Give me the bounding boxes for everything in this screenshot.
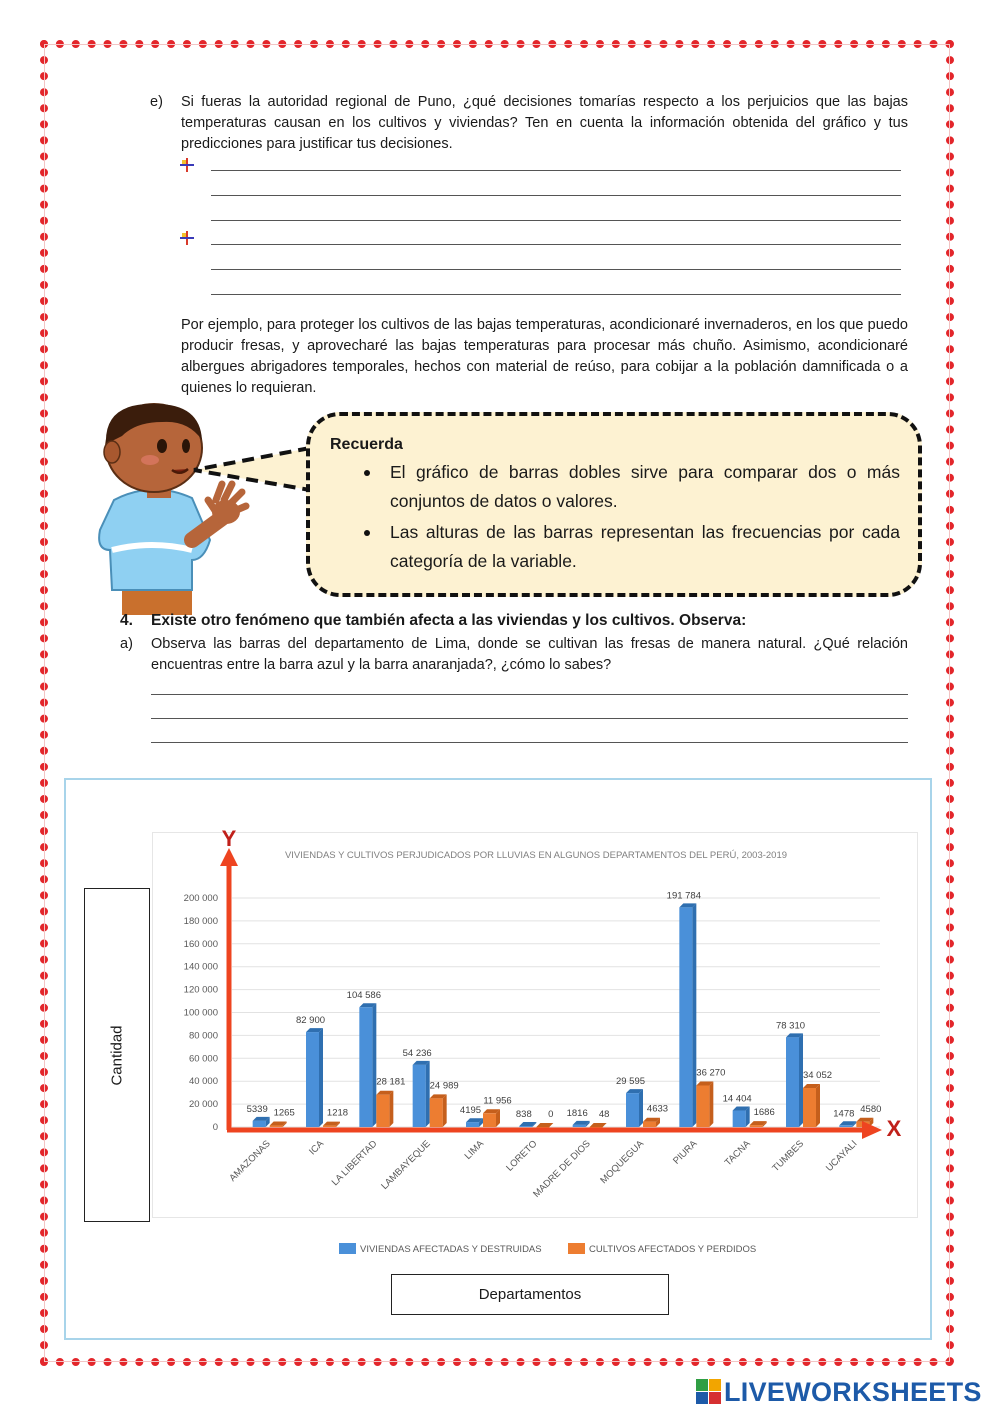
bar-blue [733,1111,746,1127]
bar-side-blue [692,903,696,1127]
question-a-text: Observa las barras del departamento de Lima, donde se cultivan las fresas de manera natural. ¿Qué relación encuentras entre la barra azul y la barra anaranjada?, ¿cómo lo sabes? [151,636,908,673]
bar-top-orange [536,1123,553,1127]
data-label-viviendas: 1478 [833,1108,855,1120]
data-label-viviendas: 838 [515,1109,532,1121]
data-label-cultivos: 34 052 [802,1070,833,1082]
bar-orange [696,1085,709,1127]
legend-label-cultivos: CULTIVOS AFECTADOS Y PERDIDOS [589,1244,757,1255]
x-axis-marker: X [886,1116,902,1141]
y-tick-label: 20 000 [188,1099,218,1111]
bar-blue [839,1125,852,1127]
callout-item-text: Las alturas de las barras representan las frecuencias por cada categoría de la variable. [390,522,900,571]
data-label-cultivos: 24 989 [429,1080,459,1092]
y-tick-label: 180 000 [183,915,218,927]
bar-blue [306,1032,319,1127]
data-label-cultivos: 1686 [753,1107,775,1119]
bar-blue [573,1125,586,1127]
x-tick-label: MADRE DE DIOS [531,1138,593,1200]
logo-mark-icon [696,1379,722,1405]
data-label-cultivos: 48 [598,1108,610,1120]
data-label-cultivos: 11 956 [483,1095,512,1107]
data-label-viviendas: 14 404 [722,1093,752,1105]
chart-title: VIVIENDAS Y CULTIVOS PERJUDICADOS POR LLUVIAS EN ALGUNOS DEPARTAMENTOS DEL PERÚ, 2003-2019 [284,850,788,861]
bar-blue [253,1121,266,1127]
bar-side-orange [709,1081,713,1127]
y-axis-label: Cantidad [108,1024,126,1086]
bar-side-blue [426,1061,430,1127]
bar-orange [643,1122,656,1127]
section-number: 4. [120,612,133,629]
bar-side-orange [816,1084,820,1127]
data-label-viviendas: 191 784 [666,890,702,902]
y-tick-label: 60 000 [188,1053,218,1065]
bar-side-blue [319,1028,323,1127]
y-tick-label: 160 000 [183,938,218,950]
y-tick-label: 100 000 [183,1007,218,1019]
x-tick-label: ICA [307,1138,327,1158]
bar-orange [323,1126,336,1127]
bar-orange [750,1125,763,1127]
x-tick-label: AMAZONAS [227,1138,273,1184]
data-label-viviendas: 54 236 [402,1047,432,1059]
bar-orange [483,1113,496,1127]
bar-blue [519,1126,532,1127]
bar-side-orange [389,1091,393,1127]
y-tick-label: 40 000 [188,1076,218,1088]
bar-side-blue [639,1089,643,1127]
legend-swatch-cultivos [568,1243,585,1254]
bar-blue [786,1037,799,1127]
question-e-text: Si fueras la autoridad regional de Puno, ¿qué decisiones tomarías respecto a los perjuicios que las bajas temperaturas causan en los cultivos y viviendas? Ten en cuenta la información obtenida del gráfico y tus predicciones para justificar tus decisiones. [181,94,908,152]
data-label-cultivos: 1265 [273,1107,295,1119]
x-tick-label: LA LIBERTAD [329,1138,380,1189]
liveworksheets-logo [696,1376,982,1408]
data-label-cultivos: 4580 [860,1103,882,1115]
section-title: Existe otro fenómeno que también afecta a las viviendas y los cultivos. Observa: [151,612,747,629]
bar-blue [679,907,692,1127]
bar-orange [430,1098,443,1127]
x-tick-label: UCAYALI [823,1138,860,1174]
bar-blue [466,1122,479,1127]
question-e-marker: e) [150,94,163,110]
bar-blue [413,1065,426,1127]
data-label-cultivos: 4633 [646,1103,669,1115]
legend-swatch-viviendas [339,1243,356,1254]
y-tick-label: 120 000 [183,984,218,996]
data-label-viviendas: 29 595 [615,1076,646,1088]
data-label-cultivos: 28 181 [376,1076,406,1088]
data-label-viviendas: 4195 [459,1105,482,1117]
bar-orange [376,1095,389,1127]
data-label-cultivos: 0 [548,1109,554,1120]
callout-item-text: El gráfico de barras dobles sirve para comparar dos o más conjuntos de datos o valores. [390,462,900,511]
data-label-viviendas: 1816 [566,1107,588,1119]
bar-orange [270,1126,283,1127]
y-tick-label: 0 [212,1122,218,1133]
legend-label-viviendas: VIVIENDAS AFECTADAS Y DESTRUIDAS [360,1244,542,1255]
bar-top-orange [590,1123,607,1127]
data-label-viviendas: 78 310 [775,1020,806,1032]
x-tick-label: LAMBAYEQUE [379,1138,433,1192]
y-tick-label: 80 000 [188,1030,218,1042]
y-tick-label: 200 000 [183,893,218,904]
callout-title: Recuerda [330,436,403,453]
x-tick-label: TUMBES [770,1138,807,1175]
data-label-cultivos: 1218 [326,1107,349,1119]
x-axis-label: Departamentos [478,1286,582,1303]
bar-blue [359,1007,372,1127]
x-tick-label: LIMA [462,1138,487,1162]
data-label-viviendas: 5339 [246,1103,268,1115]
x-tick-label: LORETO [504,1138,540,1174]
x-tick-label: TACNA [722,1138,753,1169]
bar-side-orange [443,1094,447,1127]
bar-side-blue [372,1003,376,1127]
data-label-cultivos: 36 270 [696,1067,726,1079]
y-axis-marker: Y [221,826,237,851]
y-tick-label: 140 000 [183,961,218,973]
bar-blue [626,1093,639,1127]
logo-text: LIVEWORKSHEETS [724,1376,982,1407]
example-paragraph: Por ejemplo, para proteger los cultivos de las bajas temperaturas, acondicionaré invernaderos, en los que puedo producir fresas, y aprovecharé las bajas temperaturas para procesar más chuño. Asimismo, acondicionaré albergues abrigadores temporales, hechos con material de reúso, para cobijar a la población damnificada o a quienes lo requieran. [181,317,908,396]
x-tick-label: PIURA [671,1138,700,1167]
data-label-viviendas: 82 900 [295,1015,326,1027]
x-tick-label: MOQUEGUA [598,1138,647,1187]
bar-orange [803,1088,816,1127]
data-label-viviendas: 104 586 [346,990,382,1002]
question-a-marker: a) [120,636,133,652]
